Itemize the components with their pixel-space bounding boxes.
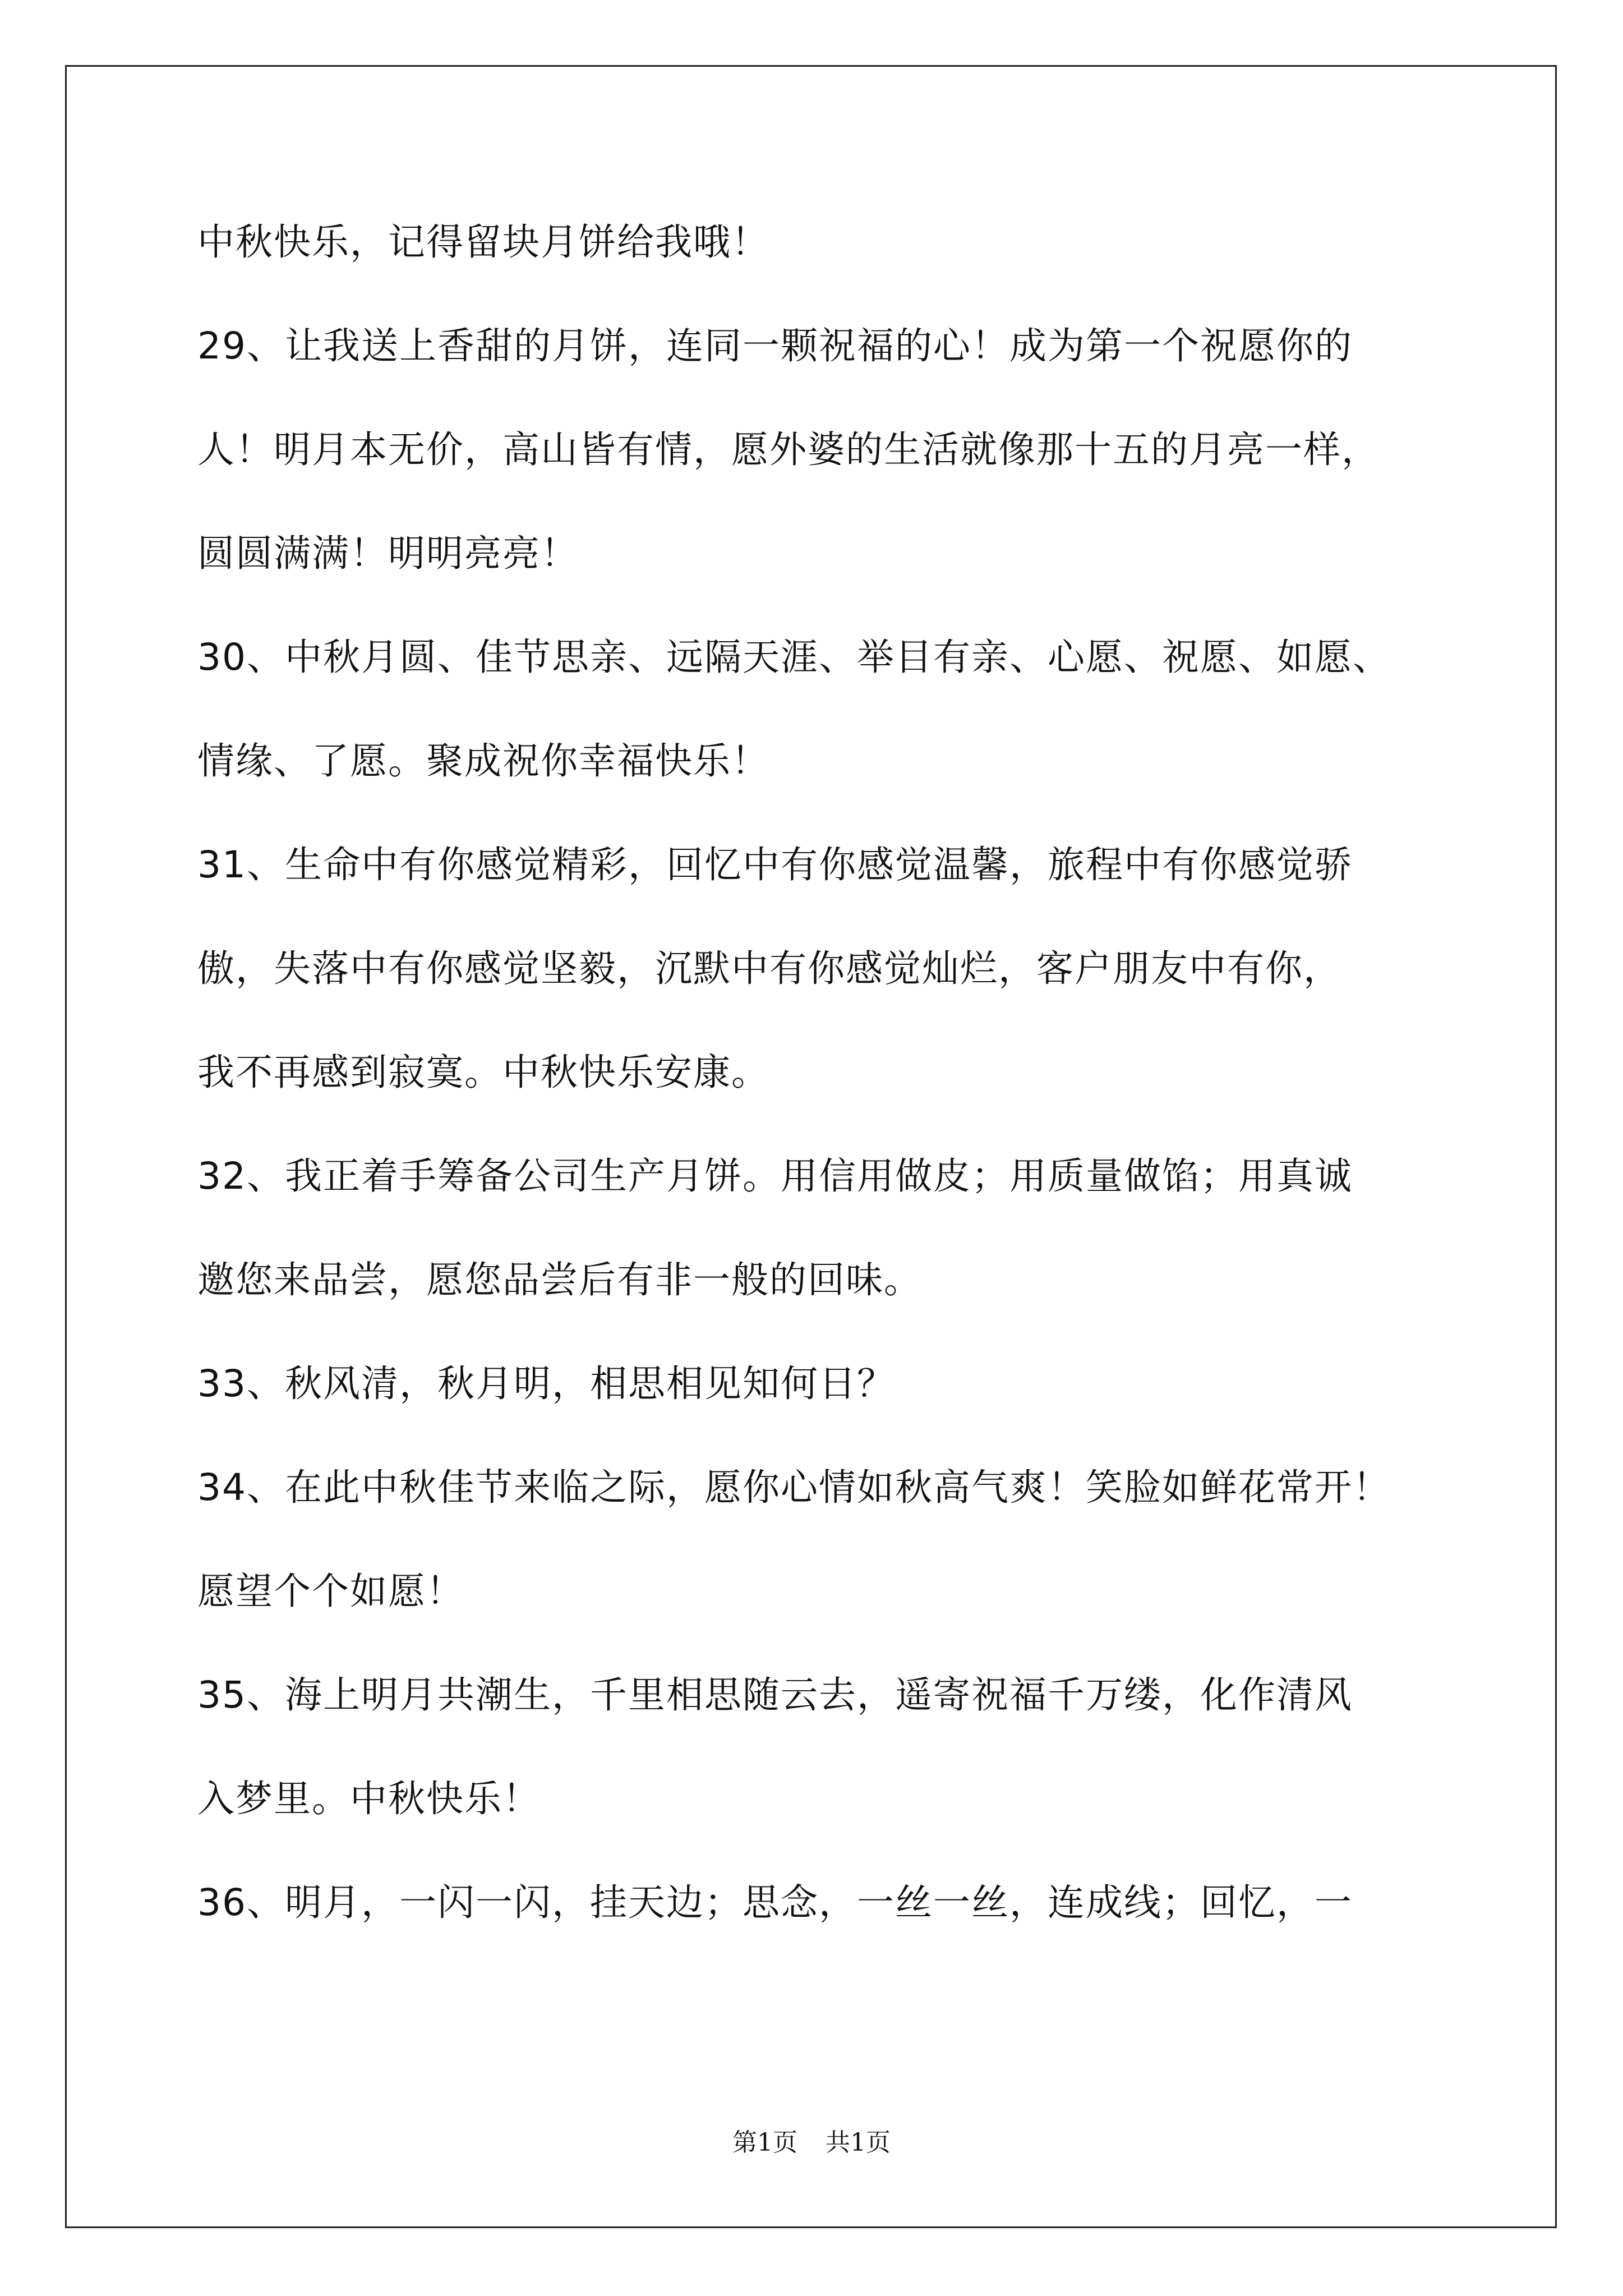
text-line: 32、我正着手筹备公司生产月饼。用信用做皮；用质量做馅；用真诚 xyxy=(197,1154,1353,1198)
text-line: 人！明月本无价，高山皆有情，愿外婆的生活就像那十五的月亮一样， xyxy=(197,428,1380,471)
text-line: 中秋快乐，记得留块月饼给我哦！ xyxy=(197,220,769,264)
page-number: 第1页 xyxy=(732,2128,797,2157)
text-line: 入梦里。中秋快乐！ xyxy=(197,1777,541,1820)
text-line: 圆圆满满！明明亮亮！ xyxy=(197,532,579,575)
text-line: 33、秋风清，秋月明，相思相见知何日？ xyxy=(197,1362,895,1405)
text-line: 我不再感到寂寞。中秋快乐安康。 xyxy=(197,1051,769,1094)
text-line: 36、明月，一闪一闪，挂天边；思念，一丝一丝，连成线；回忆，一 xyxy=(197,1881,1353,1924)
text-line: 29、让我送上香甜的月饼，连同一颗祝福的心！成为第一个祝愿你的 xyxy=(197,324,1353,367)
text-line: 35、海上明月共潮生，千里相思随云去，遥寄祝福千万缕，化作清风 xyxy=(197,1673,1353,1717)
page-footer xyxy=(0,2126,1623,2160)
text-line: 邀您来品尝，愿您品尝后有非一般的回味。 xyxy=(197,1258,922,1301)
text-line: 傲，失落中有你感觉坚毅，沉默中有你感觉灿烂，客户朋友中有你， xyxy=(197,947,1341,990)
text-line: 情缘、了愿。聚成祝你幸福快乐！ xyxy=(197,739,769,783)
text-line: 31、生命中有你感觉精彩，回忆中有你感觉温馨，旅程中有你感觉骄 xyxy=(197,843,1353,886)
page-total: 共1页 xyxy=(826,2128,891,2157)
text-line: 愿望个个如愿！ xyxy=(197,1570,464,1613)
text-line: 34、在此中秋佳节来临之际，愿你心情如秋高气爽！笑脸如鲜花常开！ xyxy=(197,1466,1391,1509)
text-line: 30、中秋月圆、佳节思亲、远隔天涯、举目有亲、心愿、祝愿、如愿、 xyxy=(197,636,1391,679)
document-body xyxy=(197,218,1476,1982)
